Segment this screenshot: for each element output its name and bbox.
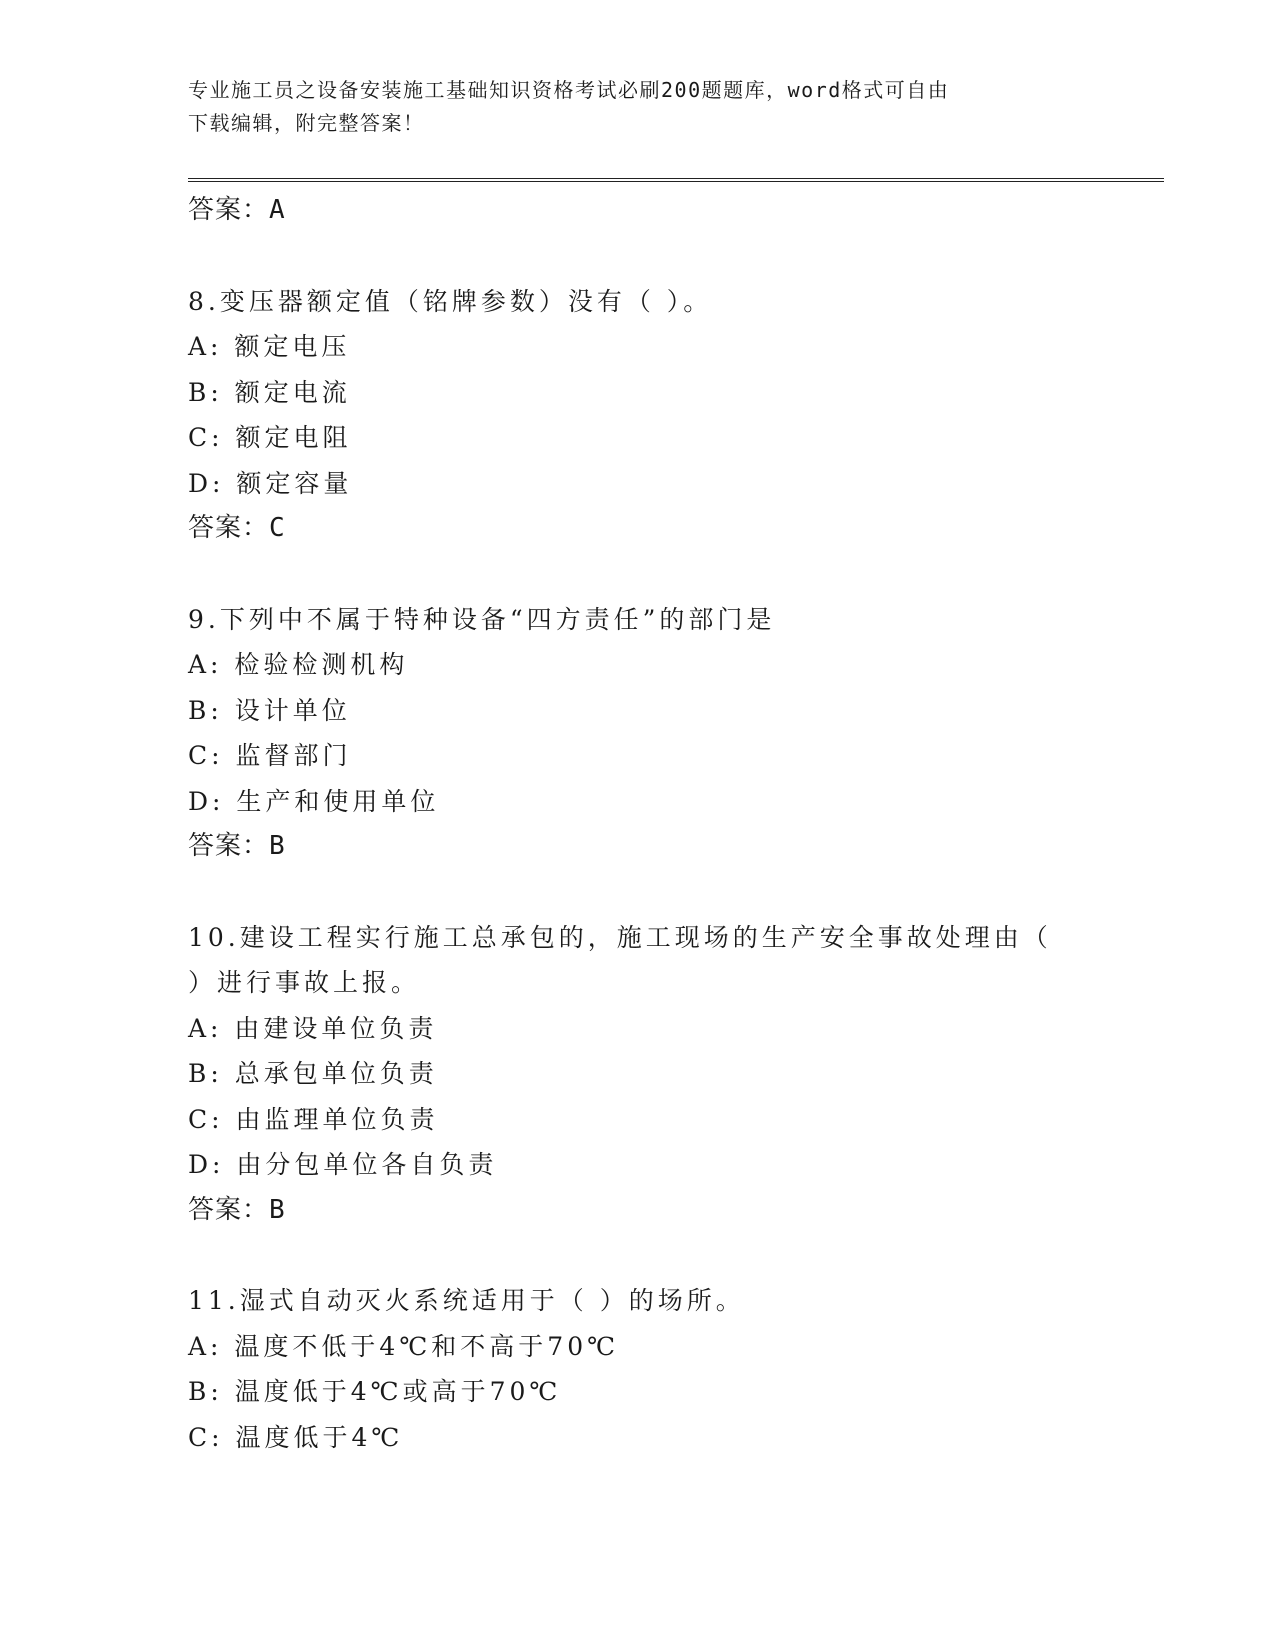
option-b: B: 总承包单位负责 xyxy=(188,1059,438,1088)
question-text: 10.建设工程实行施工总承包的，施工现场的生产安全事故处理由（ xyxy=(188,922,1052,952)
answer-label: 答案： xyxy=(188,831,270,861)
answer-line xyxy=(188,506,1128,552)
option-d: D: 额定容量 xyxy=(188,468,353,498)
option-c: C: 额定电阻 xyxy=(188,423,352,452)
option-d: D: 由分包单位各自负责 xyxy=(188,1150,498,1179)
question-text: 8.变压器额定值（铭牌参数）没有（ ）。 xyxy=(188,286,713,316)
option-c: C: 温度低于4℃ xyxy=(188,1422,404,1452)
question-8 xyxy=(188,279,1128,552)
option-a: A: 检验检测机构 xyxy=(188,650,409,679)
answer-label: 答案： xyxy=(188,513,270,543)
answer-value: B xyxy=(269,1194,285,1225)
option-a: A: 由建设单位负责 xyxy=(188,1013,438,1043)
answer-line xyxy=(188,824,1128,870)
option-a: A: 温度不低于4℃和不高于70℃ xyxy=(188,1331,620,1361)
question-text: 11.湿式自动灭火系统适用于（ ）的场所。 xyxy=(188,1286,745,1315)
answer-line xyxy=(188,1188,1128,1234)
spacer xyxy=(188,552,1128,597)
option-d: D: 生产和使用单位 xyxy=(188,786,440,816)
answer-value: C xyxy=(269,513,285,543)
header-divider xyxy=(188,178,1164,182)
spacer xyxy=(188,1233,1128,1278)
answer-label: 答案： xyxy=(188,195,270,225)
document-header: 专业施工员之设备安装施工基础知识资格考试必刷200题题库，word格式可自由 下载编辑，附完整答案！ xyxy=(188,78,950,135)
spacer xyxy=(188,870,1128,915)
spacer xyxy=(188,234,1128,279)
answer-line xyxy=(188,188,1128,234)
option-c: C: 由监理单位负责 xyxy=(188,1104,439,1134)
question-10 xyxy=(188,915,1128,1234)
question-9 xyxy=(188,597,1128,870)
answer-label: 答案： xyxy=(188,1194,270,1225)
option-a: A: 额定电压 xyxy=(188,332,351,361)
option-b: B: 温度低于4℃或高于70℃ xyxy=(188,1377,562,1406)
option-b: B: 额定电流 xyxy=(188,377,351,407)
answer-value: A xyxy=(269,195,285,225)
question-list xyxy=(188,188,1128,1460)
answer-value: B xyxy=(269,831,285,861)
question-text-continued: ）进行事故上报。 xyxy=(188,968,421,997)
question-11 xyxy=(188,1278,1128,1460)
question-text: 9.下列中不属于特种设备“四方责任”的部门是 xyxy=(188,604,776,634)
option-c: C: 监督部门 xyxy=(188,741,352,770)
option-b: B: 设计单位 xyxy=(188,695,351,725)
